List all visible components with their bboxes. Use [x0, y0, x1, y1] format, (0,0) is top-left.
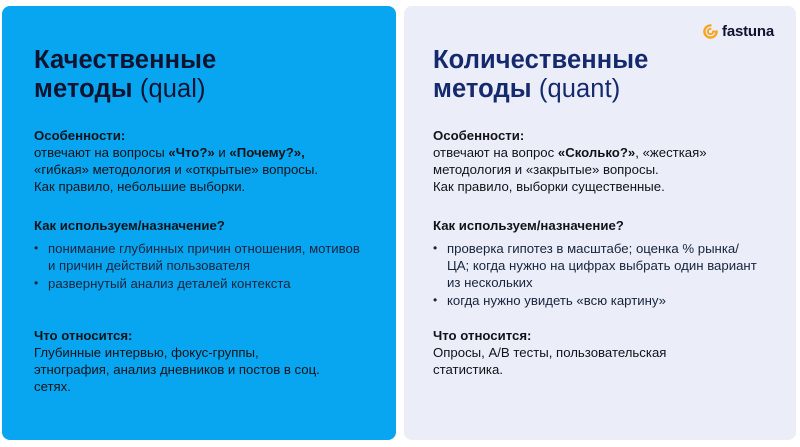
qual-usage-list: [34, 240, 376, 292]
qual-features-section: [34, 127, 376, 195]
qual-card: [2, 6, 396, 440]
fastuna-logo-icon: [703, 24, 718, 39]
qual-title-line1: Качественные: [34, 46, 217, 74]
qual-usage-heading: Как используем/назначение?: [34, 218, 225, 233]
list-item: • когда нужно увидеть «всю картину»: [433, 292, 776, 309]
list-item: • понимание глубинных причин отношения, мотивов и причин действий пользователя: [34, 240, 376, 274]
qual-title-line2: методы: [34, 75, 133, 103]
quant-features-text: [433, 144, 776, 195]
qual-features-text: [34, 144, 376, 195]
qual-title-suffix: (qual): [139, 75, 206, 103]
qual-features-line3: Как правило, небольшие выборки.: [34, 179, 246, 194]
qual-relates-text: Глубинные интервью, фокус-группы, этнография, анализ дневников и постов в соц. сетях.: [34, 345, 320, 394]
qual-title: [34, 46, 396, 104]
quant-usage-section: [433, 217, 776, 310]
qual-features-q2: «Почему?»,: [229, 145, 305, 160]
quant-relates-heading: Что относится:: [433, 328, 532, 343]
quant-features-heading: Особенности:: [433, 128, 525, 143]
quant-relates-text: Опросы, A/B тесты, пользовательская статистика.: [433, 345, 667, 377]
brand-logo-text: fastuna: [722, 23, 774, 40]
qual-relates-section: [34, 327, 376, 395]
list-item: • развернутый анализ деталей контекста: [34, 275, 376, 292]
quant-features-line3: Как правило, выборки существенные.: [433, 179, 665, 194]
quant-title: [433, 46, 796, 104]
quant-title-line1: Количественные: [433, 46, 649, 74]
qual-usage-section: [34, 217, 376, 293]
quant-title-suffix: (quant): [538, 75, 621, 103]
qual-features-line2: «гибкая» методология и «открытые» вопросы.: [34, 162, 319, 177]
quant-features-q1: «Сколько?»: [557, 145, 636, 160]
quant-features-section: [433, 127, 776, 195]
quant-features-line1-post: , «жесткая»: [635, 145, 707, 160]
qual-features-heading: Особенности:: [34, 128, 126, 143]
qual-features-line1-mid: и: [214, 145, 230, 160]
brand-logo[interactable]: [703, 23, 774, 40]
quant-usage-heading: Как используем/назначение?: [433, 218, 624, 233]
quant-card: [404, 6, 796, 440]
quant-relates-section: [433, 327, 776, 378]
list-item: • проверка гипотез в масштабе; оценка % рынка/ ЦА; когда нужно на цифрах выбрать один вариант из нескольких: [433, 240, 776, 291]
qual-relates-heading: Что относится:: [34, 328, 133, 343]
quant-features-line2: методология и «закрытые» вопросы.: [433, 162, 659, 177]
quant-usage-list: [433, 240, 776, 309]
qual-features-line1-pre: отвечают на вопросы: [34, 145, 169, 160]
quant-features-line1-pre: отвечают на вопрос: [433, 145, 558, 160]
quant-title-line2: методы: [433, 75, 532, 103]
qual-features-q1: «Что?»: [168, 145, 215, 160]
